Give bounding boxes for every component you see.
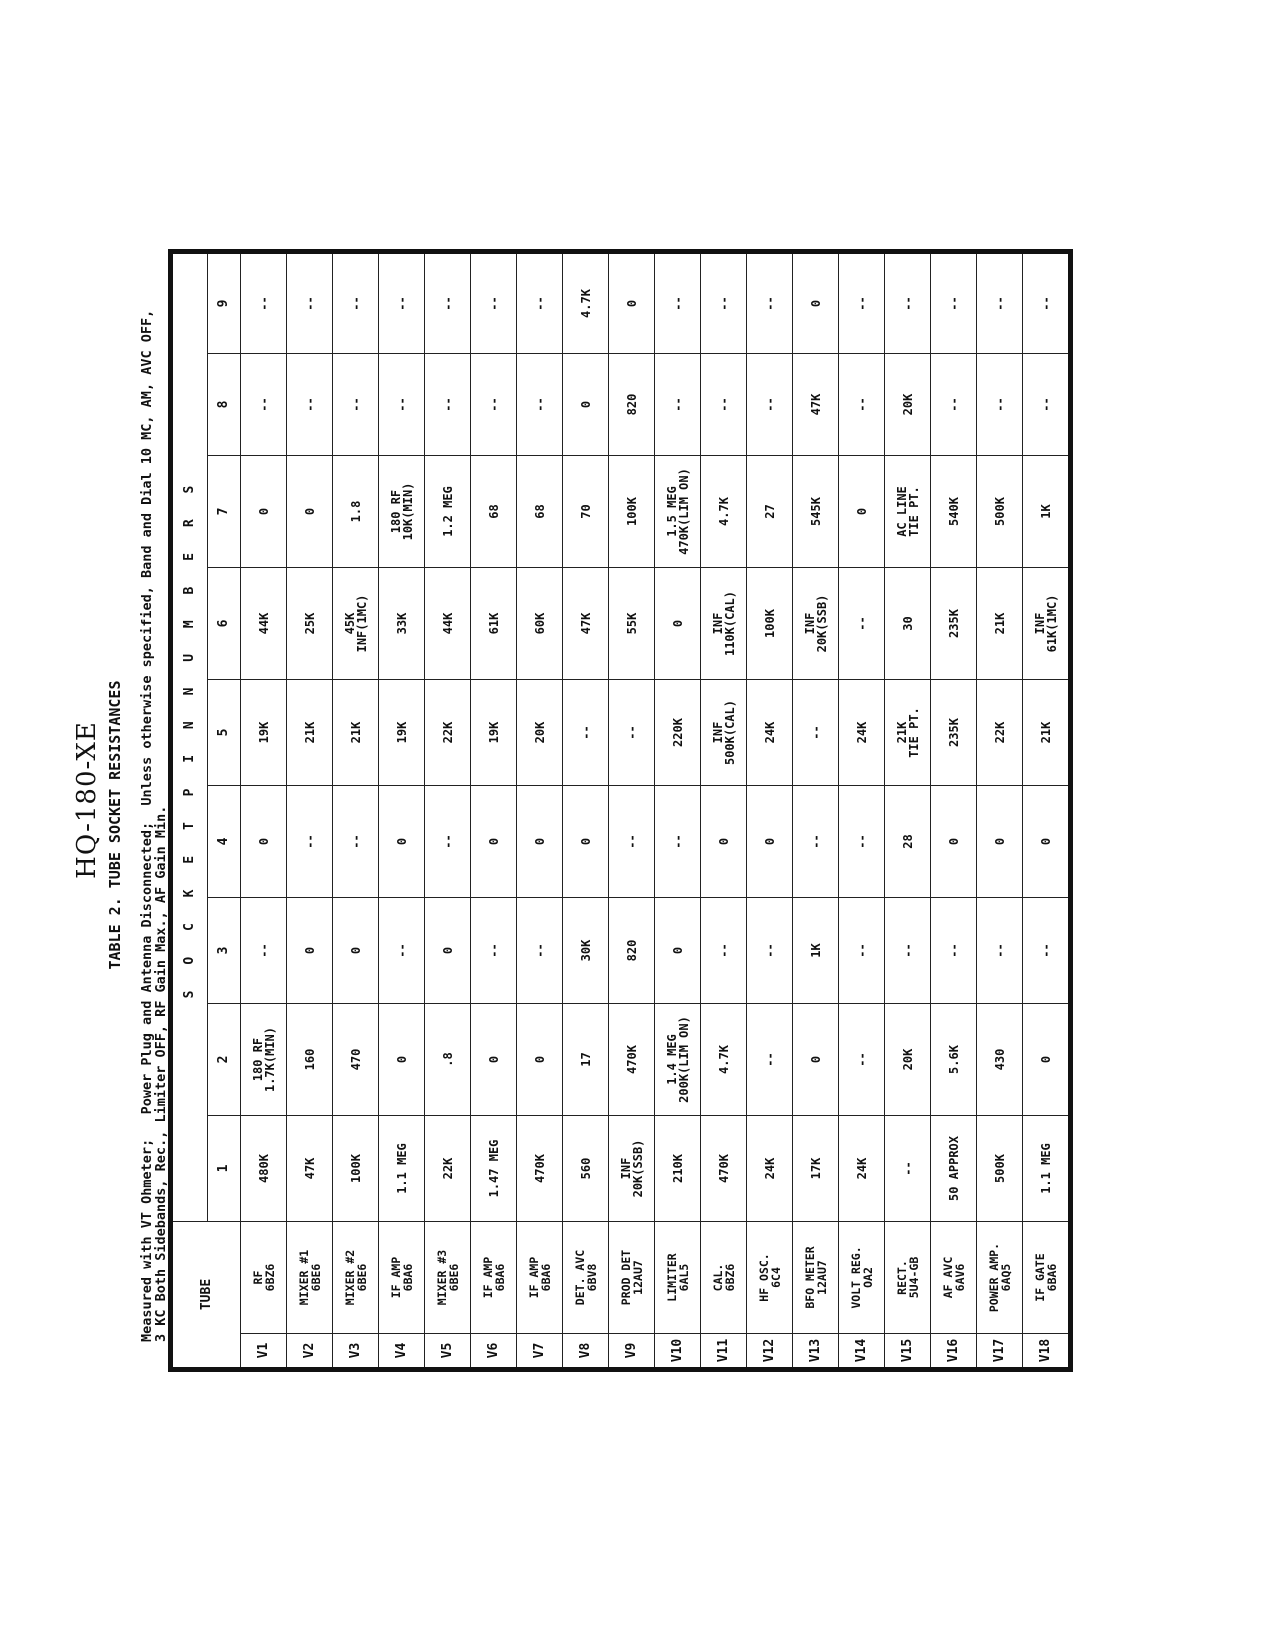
resistance-cell: -- — [1023, 251, 1071, 353]
resistance-cell: AC LINE TIE PT. — [885, 456, 931, 568]
resistance-cell: 25K — [287, 568, 333, 680]
resistance-cell: -- — [333, 354, 379, 456]
resistance-cell: -- — [1023, 898, 1071, 1004]
resistance-cell: 20K — [517, 680, 563, 786]
resistance-cell: 1.2 MEG — [425, 456, 471, 568]
resistance-cell: 0 — [977, 786, 1023, 898]
pin-number-header-row — [208, 251, 241, 1369]
table-row — [655, 251, 701, 1369]
resistance-cell: 0 — [517, 1004, 563, 1116]
resistance-cell: 1.4 MEG 200K(LIM ON) — [655, 1004, 701, 1116]
resistance-cell: 1.1 MEG — [1023, 1116, 1071, 1222]
tube-type: MIXER #1 6BE6 — [287, 1222, 333, 1334]
resistance-cell: 0 — [931, 786, 977, 898]
resistance-cell: -- — [333, 251, 379, 353]
resistance-cell: 17 — [563, 1004, 609, 1116]
resistance-cell: 1K — [793, 898, 839, 1004]
resistance-cell: -- — [839, 1004, 885, 1116]
table-row — [839, 251, 885, 1369]
tube-designator: V12 — [747, 1334, 793, 1370]
resistance-cell: -- — [839, 898, 885, 1004]
tube-designator: V13 — [793, 1334, 839, 1370]
resistance-cell: 1K — [1023, 456, 1071, 568]
resistance-cell: 210K — [655, 1116, 701, 1222]
pin-header-4: 4 — [208, 786, 241, 898]
resistance-cell: -- — [977, 354, 1023, 456]
resistance-cell: 500K — [977, 1116, 1023, 1222]
resistance-cell: 61K — [471, 568, 517, 680]
resistance-cell: 0 — [1023, 786, 1071, 898]
resistance-cell: 1.1 MEG — [379, 1116, 425, 1222]
tube-type: POWER AMP. 6AQ5 — [977, 1222, 1023, 1334]
resistance-cell: -- — [747, 1004, 793, 1116]
resistance-cell: 0 — [287, 898, 333, 1004]
resistance-cell: -- — [563, 680, 609, 786]
resistance-cell: -- — [517, 898, 563, 1004]
resistance-cell: 100K — [609, 456, 655, 568]
table-row — [287, 251, 333, 1369]
resistance-cell: 45K INF(1MC) — [333, 568, 379, 680]
tube-designator: V17 — [977, 1334, 1023, 1370]
measurement-notes — [140, 0, 168, 1342]
socket-pin-numbers-header: S O C K E T P I N N U M B E R S — [171, 251, 208, 1221]
tube-type: LIMITER 6AL5 — [655, 1222, 701, 1334]
resistance-cell: 21K — [287, 680, 333, 786]
notes-line: 3 KC Both Sidebands, Rec., Limiter OFF, RF Gain Max., AF Gain Min. — [153, 805, 169, 1342]
resistance-cell: 0 — [563, 354, 609, 456]
resistance-cell: -- — [747, 898, 793, 1004]
resistance-cell: 0 — [839, 456, 885, 568]
resistance-cell: -- — [471, 251, 517, 353]
resistance-cell: 21K — [977, 568, 1023, 680]
resistance-cell: 44K — [241, 568, 287, 680]
tube-type: IF AMP 6BA6 — [379, 1222, 425, 1334]
resistance-cell: 68 — [517, 456, 563, 568]
resistance-cell: 545K — [793, 456, 839, 568]
tube-type: IF AMP 6BA6 — [471, 1222, 517, 1334]
resistance-cell: 1.8 — [333, 456, 379, 568]
resistance-cell: -- — [517, 354, 563, 456]
resistance-cell: -- — [885, 251, 931, 353]
resistance-cell: 0 — [379, 1004, 425, 1116]
resistance-cell: -- — [793, 680, 839, 786]
tube-designator: V9 — [609, 1334, 655, 1370]
resistance-cell: -- — [655, 786, 701, 898]
tube-type: DET. AVC 6BV8 — [563, 1222, 609, 1334]
resistance-cell: -- — [379, 354, 425, 456]
tube-type: HF OSC. 6C4 — [747, 1222, 793, 1334]
resistance-cell: 220K — [655, 680, 701, 786]
resistance-cell: 20K — [885, 354, 931, 456]
resistance-cell: 470K — [701, 1116, 747, 1222]
resistance-cell: -- — [333, 786, 379, 898]
resistance-cell: -- — [425, 251, 471, 353]
resistance-cell: 4.7K — [563, 251, 609, 353]
resistance-cell: 24K — [747, 1116, 793, 1222]
resistance-cell: -- — [287, 251, 333, 353]
table-row — [333, 251, 379, 1369]
resistance-cell: 27 — [747, 456, 793, 568]
resistance-cell: 1.47 MEG — [471, 1116, 517, 1222]
resistance-cell: 820 — [609, 898, 655, 1004]
resistance-cell: 17K — [793, 1116, 839, 1222]
resistance-cell: -- — [839, 786, 885, 898]
pin-header-9: 9 — [208, 251, 241, 353]
resistance-cell: 235K — [931, 680, 977, 786]
table-row — [425, 251, 471, 1369]
resistance-cell: 0 — [1023, 1004, 1071, 1116]
resistance-cell: -- — [655, 354, 701, 456]
tube-designator: V18 — [1023, 1334, 1071, 1370]
tube-column-header: TUBE — [171, 1222, 241, 1370]
resistance-cell: 430 — [977, 1004, 1023, 1116]
table-body — [241, 251, 1071, 1369]
tube-designator: V8 — [563, 1334, 609, 1370]
table-row — [241, 251, 287, 1369]
resistance-cell: 5.6K — [931, 1004, 977, 1116]
resistance-cell: -- — [701, 251, 747, 353]
resistance-cell: -- — [655, 251, 701, 353]
pin-header-2: 2 — [208, 1004, 241, 1116]
table-row — [517, 251, 563, 1369]
resistance-cell: 0 — [425, 898, 471, 1004]
resistance-cell: 160 — [287, 1004, 333, 1116]
resistance-cell: -- — [609, 786, 655, 898]
tube-designator: V6 — [471, 1334, 517, 1370]
resistance-cell: 540K — [931, 456, 977, 568]
resistance-cell: 0 — [517, 786, 563, 898]
resistance-cell: -- — [931, 251, 977, 353]
resistance-cell: 0 — [747, 786, 793, 898]
tube-type: AF AVC 6AV6 — [931, 1222, 977, 1334]
resistance-cell: 22K — [425, 680, 471, 786]
tube-designator: V1 — [241, 1334, 287, 1370]
resistance-cell: -- — [609, 680, 655, 786]
resistance-cell: 0 — [333, 898, 379, 1004]
resistance-cell: -- — [885, 898, 931, 1004]
tube-type: VOLT REG. OA2 — [839, 1222, 885, 1334]
resistance-cell: 21K TIE PT. — [885, 680, 931, 786]
resistance-cell: 0 — [471, 1004, 517, 1116]
resistance-cell: .8 — [425, 1004, 471, 1116]
resistance-cell: 44K — [425, 568, 471, 680]
resistance-cell: INF 20K(SSB) — [609, 1116, 655, 1222]
resistance-cell: 0 — [563, 786, 609, 898]
tube-designator: V16 — [931, 1334, 977, 1370]
tube-designator: V15 — [885, 1334, 931, 1370]
resistance-cell: 0 — [471, 786, 517, 898]
resistance-cell: 30 — [885, 568, 931, 680]
resistance-cell: 0 — [287, 456, 333, 568]
tube-type: MIXER #3 6BE6 — [425, 1222, 471, 1334]
resistance-cell: -- — [747, 354, 793, 456]
resistance-cell: 470K — [517, 1116, 563, 1222]
tube-designator: V14 — [839, 1334, 885, 1370]
resistance-cell: 0 — [609, 251, 655, 353]
pin-header-8: 8 — [208, 354, 241, 456]
tube-designator: V10 — [655, 1334, 701, 1370]
resistance-cell: 68 — [471, 456, 517, 568]
resistance-cell: -- — [471, 354, 517, 456]
tube-type: IF AMP 6BA6 — [517, 1222, 563, 1334]
resistance-cell: INF 20K(SSB) — [793, 568, 839, 680]
tube-designator: V5 — [425, 1334, 471, 1370]
tube-designator: V4 — [379, 1334, 425, 1370]
notes-line: Measured with VT Ohmeter; Power Plug and Antenna Disconnected; Unless otherwise specified, Band and Dial 10 MC, AM, AVC OFF, — [139, 309, 155, 1342]
resistance-cell: -- — [379, 251, 425, 353]
resistance-cell: 47K — [563, 568, 609, 680]
resistance-cell: INF 61K(1MC) — [1023, 568, 1071, 680]
resistance-cell: -- — [977, 251, 1023, 353]
resistance-cell: -- — [241, 898, 287, 1004]
resistance-cell: 100K — [333, 1116, 379, 1222]
table-row — [977, 251, 1023, 1369]
pin-header-3: 3 — [208, 898, 241, 1004]
table-title: TABLE 2. TUBE SOCKET RESISTANCES — [106, 680, 124, 970]
resistance-cell: 0 — [241, 786, 287, 898]
tube-designator: V7 — [517, 1334, 563, 1370]
resistance-cell: -- — [425, 354, 471, 456]
table-row — [609, 251, 655, 1369]
table-row — [379, 251, 425, 1369]
tube-type: RECT. 5U4-GB — [885, 1222, 931, 1334]
tube-designator: V2 — [287, 1334, 333, 1370]
tube-type: RF 6BZ6 — [241, 1222, 287, 1334]
table-row — [1023, 251, 1071, 1369]
pin-header-7: 7 — [208, 456, 241, 568]
resistance-cell: -- — [379, 898, 425, 1004]
resistance-cell: -- — [425, 786, 471, 898]
resistance-cell: 100K — [747, 568, 793, 680]
tube-type: BFO METER 12AU7 — [793, 1222, 839, 1334]
resistance-cell: 1.5 MEG 470K(LIM ON) — [655, 456, 701, 568]
table-row — [471, 251, 517, 1369]
resistance-cell: 19K — [471, 680, 517, 786]
resistance-cell: 28 — [885, 786, 931, 898]
resistance-cell: 0 — [701, 786, 747, 898]
resistance-cell: -- — [885, 1116, 931, 1222]
table-row — [747, 251, 793, 1369]
resistance-cell: -- — [839, 251, 885, 353]
resistance-cell: 0 — [241, 456, 287, 568]
resistance-cell: -- — [287, 786, 333, 898]
resistance-cell: 470 — [333, 1004, 379, 1116]
resistance-cell: -- — [701, 354, 747, 456]
table-row — [563, 251, 609, 1369]
resistance-cell: -- — [471, 898, 517, 1004]
resistance-cell: 60K — [517, 568, 563, 680]
resistance-cell: 820 — [609, 354, 655, 456]
resistance-cell: -- — [931, 354, 977, 456]
resistance-cell: -- — [839, 568, 885, 680]
resistance-cell: -- — [747, 251, 793, 353]
resistance-cell: 70 — [563, 456, 609, 568]
table-row — [793, 251, 839, 1369]
resistance-cell: INF 110K(CAL) — [701, 568, 747, 680]
resistance-cell: 33K — [379, 568, 425, 680]
pin-header-5: 5 — [208, 680, 241, 786]
resistance-cell: 0 — [793, 251, 839, 353]
resistance-cell: -- — [241, 251, 287, 353]
resistance-cell: 47K — [287, 1116, 333, 1222]
table-row — [701, 251, 747, 1369]
resistance-cell: INF 500K(CAL) — [701, 680, 747, 786]
resistance-cell: 24K — [839, 680, 885, 786]
resistance-cell: -- — [241, 354, 287, 456]
resistance-cell: -- — [517, 251, 563, 353]
resistance-cell: 19K — [379, 680, 425, 786]
resistance-cell: 4.7K — [701, 1004, 747, 1116]
resistance-cell: 0 — [379, 786, 425, 898]
resistance-cell: -- — [977, 898, 1023, 1004]
resistance-cell: -- — [931, 898, 977, 1004]
resistance-cell: 470K — [609, 1004, 655, 1116]
resistance-cell: 19K — [241, 680, 287, 786]
resistance-cell: 22K — [977, 680, 1023, 786]
tube-type: PROD DET 12AU7 — [609, 1222, 655, 1334]
tube-socket-resistance-table — [168, 249, 1073, 1372]
resistance-cell: -- — [839, 354, 885, 456]
resistance-cell: -- — [793, 786, 839, 898]
resistance-cell: 21K — [333, 680, 379, 786]
resistance-cell: 0 — [793, 1004, 839, 1116]
resistance-cell: 500K — [977, 456, 1023, 568]
tube-type: MIXER #2 6BE6 — [333, 1222, 379, 1334]
resistance-cell: -- — [701, 898, 747, 1004]
resistance-cell: 24K — [839, 1116, 885, 1222]
tube-type: IF GATE 6BA6 — [1023, 1222, 1071, 1334]
resistance-cell: -- — [287, 354, 333, 456]
resistance-cell: 21K — [1023, 680, 1071, 786]
resistance-cell: 235K — [931, 568, 977, 680]
tube-designator: V3 — [333, 1334, 379, 1370]
tube-type: CAL. 6BZ6 — [701, 1222, 747, 1334]
resistance-cell: 47K — [793, 354, 839, 456]
resistance-cell: 560 — [563, 1116, 609, 1222]
pin-header-6: 6 — [208, 568, 241, 680]
resistance-cell: 30K — [563, 898, 609, 1004]
resistance-cell: 180 RF 10K(MIN) — [379, 456, 425, 568]
resistance-cell: 0 — [655, 568, 701, 680]
resistance-cell: 180 RF 1.7K(MIN) — [241, 1004, 287, 1116]
tube-designator: V11 — [701, 1334, 747, 1370]
document-title: HQ-180-XE — [72, 721, 102, 879]
resistance-cell: 55K — [609, 568, 655, 680]
resistance-cell: 24K — [747, 680, 793, 786]
resistance-cell: 4.7K — [701, 456, 747, 568]
resistance-cell: -- — [1023, 354, 1071, 456]
table-row — [885, 251, 931, 1369]
pin-header-1: 1 — [208, 1116, 241, 1222]
resistance-cell: 0 — [655, 898, 701, 1004]
table-row — [931, 251, 977, 1369]
resistance-cell: 480K — [241, 1116, 287, 1222]
resistance-cell: 50 APPROX — [931, 1116, 977, 1222]
resistance-cell: 20K — [885, 1004, 931, 1116]
resistance-cell: 22K — [425, 1116, 471, 1222]
